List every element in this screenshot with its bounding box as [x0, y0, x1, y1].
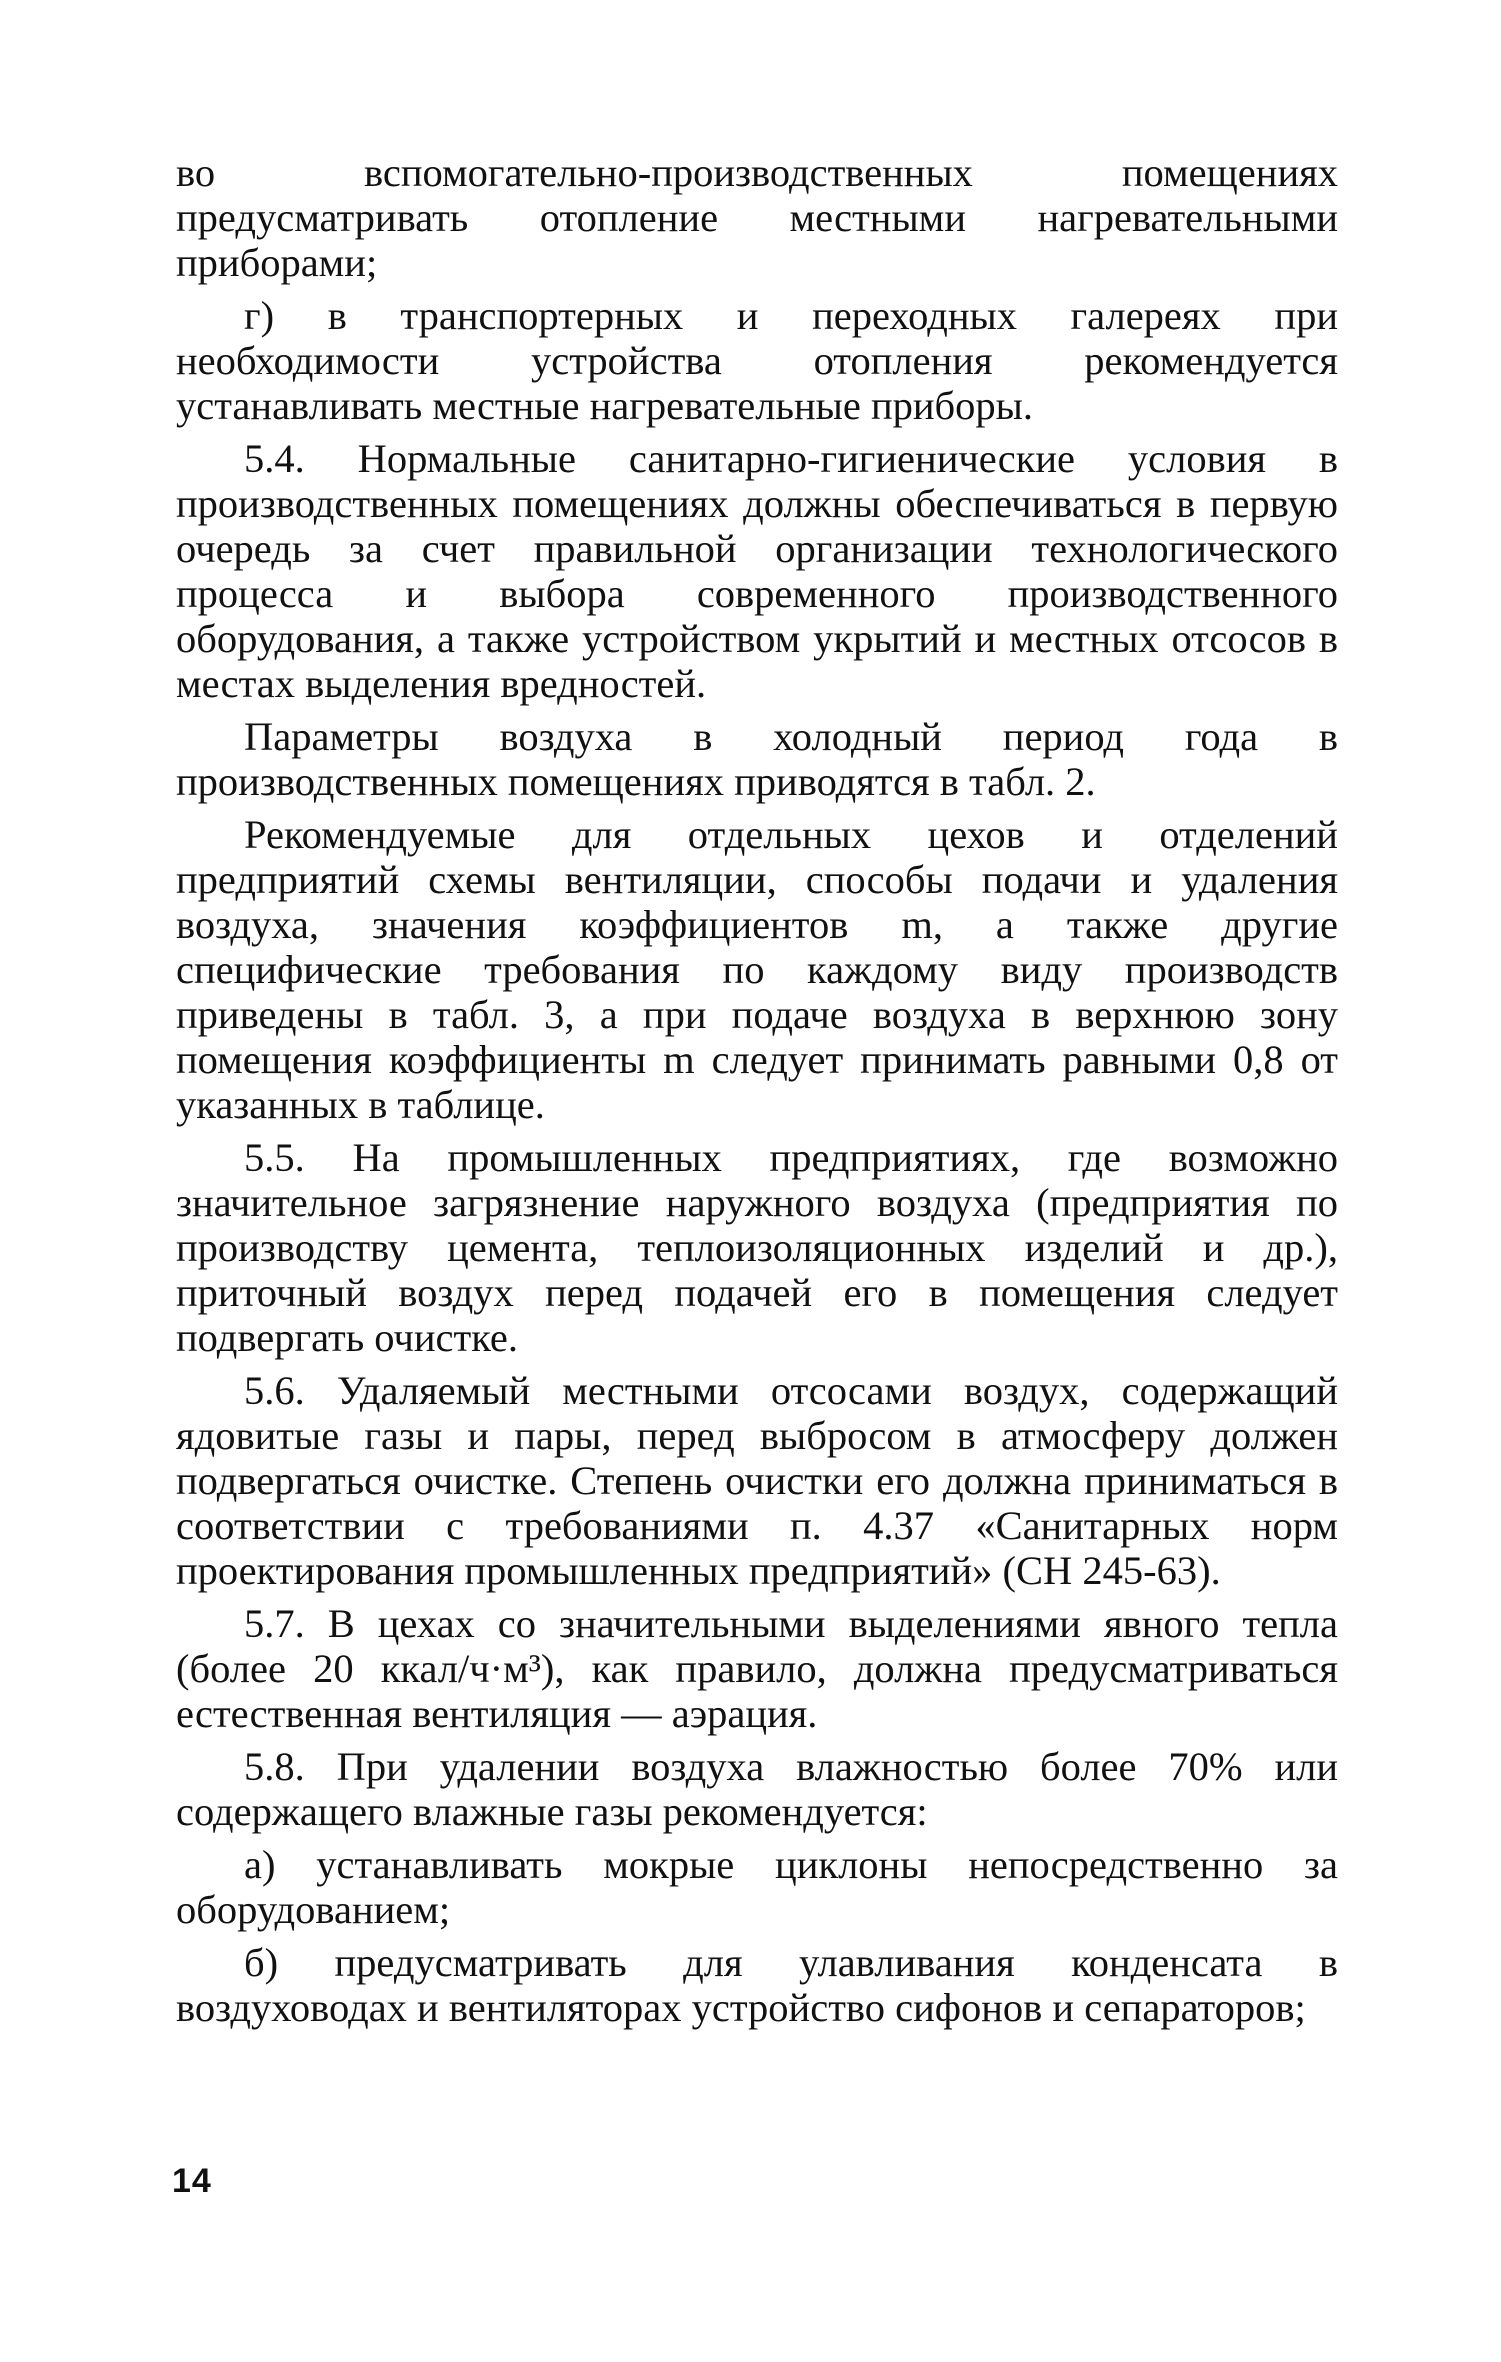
- paragraph-item-a: а) устанавливать мокрые циклоны непосредственно за оборудованием;: [176, 1842, 1338, 1932]
- page-number: 14: [172, 2162, 212, 2200]
- paragraph-air-parameters: Параметры воздуха в холодный период года в производственных помещениях приводятся в табл. 2.: [176, 714, 1338, 804]
- paragraph-5-5: 5.5. На промышленных предприятиях, где возможно значительное загрязнение наружного воздуха (предприятия по производству цемента, теплоизоляционных изделий и др.), приточный воздух перед подачей его в помещения следует подвергать очистке.: [176, 1135, 1338, 1360]
- paragraph-5-6: 5.6. Удаляемый местными отсосами воздух, содержащий ядовитые газы и пары, перед выбросом в атмосферу должен подвергаться очистке. Степень очистки его должна приниматься в соответствии с требованиями п. 4.37 «Санитарных норм проектирования промышленных предприятий» (СН 245-63).: [176, 1368, 1338, 1593]
- paragraph-item-g: г) в транспортерных и переходных галереях при необходимости устройства отопления рекомендуется устанавливать местные нагревательные приборы.: [176, 293, 1338, 428]
- body-text: [176, 150, 1338, 2038]
- paragraph-5-8: 5.8. При удалении воздуха влажностью более 70% или содержащего влажные газы рекомендуется:: [176, 1744, 1338, 1834]
- paragraph-item-b: б) предусматривать для улавливания конденсата в воздуховодах и вентиляторах устройство сифонов и сепараторов;: [176, 1940, 1338, 2030]
- paragraph-5-7: 5.7. В цехах со значительными выделениями явного тепла (более 20 ккал/ч·м³), как правило, должна предусматриваться естественная вентиляция — аэрация.: [176, 1601, 1338, 1736]
- paragraph-ventilation-schemes: Рекомендуемые для отдельных цехов и отделений предприятий схемы вентиляции, способы подачи и удаления воздуха, значения коэффициентов m, а также другие специфические требования по каждому виду производств приведены в табл. 3, а при подаче воздуха в верхнюю зону помещения коэффициенты m следует принимать равными 0,8 от указанных в таблице.: [176, 812, 1338, 1127]
- paragraph-5-4: 5.4. Нормальные санитарно-гигиенические условия в производственных помещениях должны обеспечиваться в первую очередь за счет правильной организации технологического процесса и выбора современного производственного оборудования, а также устройством укрытий и местных отсосов в местах выделения вредностей.: [176, 436, 1338, 706]
- paragraph-heating-auxiliary: во вспомогательно-производственных помещениях предусматривать отопление местными нагревательными приборами;: [176, 150, 1338, 285]
